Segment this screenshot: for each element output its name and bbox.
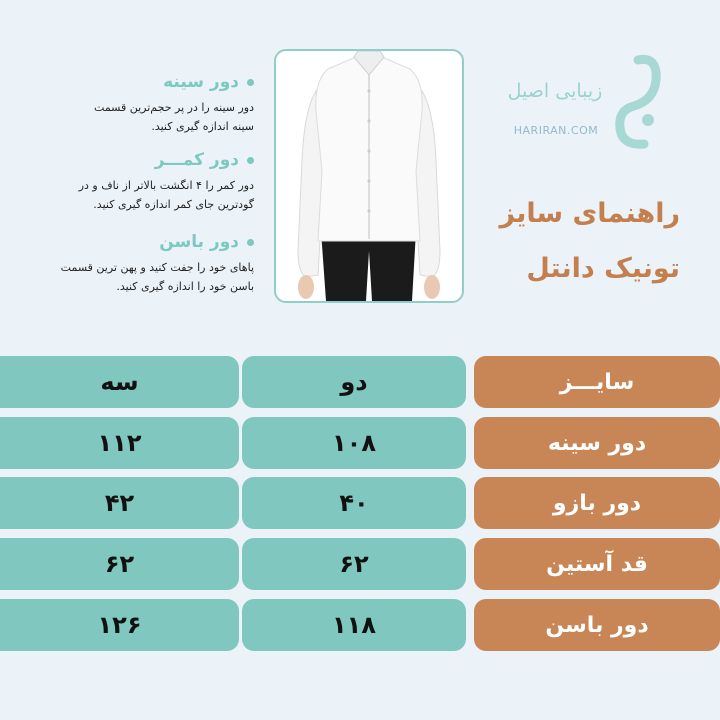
guide-text: دور سینه را در پر حجم‌ترین قسمت سینه اندازه گیری کنید.	[94, 101, 254, 133]
bullet-icon	[247, 157, 254, 164]
size-table	[0, 356, 720, 656]
table-cell: ۶۲	[0, 538, 239, 590]
page-subtitle: تونیک دانتل	[526, 253, 680, 284]
row-label-arm: دور بازو	[474, 477, 720, 529]
guide-title: دور کمـــر	[154, 150, 239, 170]
size-header-label: سایـــز	[474, 356, 720, 408]
brand-logo-text: زیبایی اصیل	[507, 80, 603, 102]
guide-chest	[14, 72, 254, 136]
brand-logo-icon	[598, 50, 678, 160]
table-cell: ۴۲	[0, 477, 239, 529]
row-label-chest: دور سینه	[474, 417, 720, 469]
table-cell: ۱۲۶	[0, 599, 239, 651]
table-cell: ۶۲	[242, 538, 466, 590]
size-header-two: دو	[242, 356, 466, 408]
brand-url: HARIRAN.COM	[513, 124, 599, 137]
table-cell: ۱۱۸	[242, 599, 466, 651]
guide-title: دور سینه	[163, 72, 239, 92]
page-title: راهنمای سایز	[499, 198, 680, 229]
table-cell: ۴۰	[242, 477, 466, 529]
table-cell: ۱۱۲	[0, 417, 239, 469]
size-header-three: سه	[0, 356, 239, 408]
row-label-sleeve: قد آستین	[474, 538, 720, 590]
shirt-illustration	[276, 51, 462, 301]
product-photo	[274, 49, 464, 303]
guide-text: پاهای خود را جفت کنید و پهن ترین قسمت باسن خود را اندازه گیری کنید.	[60, 261, 254, 293]
guide-title: دور باسن	[159, 232, 239, 252]
guide-text: دور کمر را ۴ انگشت بالاتر از ناف و در گودترین جای کمر اندازه گیری کنید.	[78, 179, 254, 211]
bullet-icon	[247, 239, 254, 246]
guide-waist	[14, 150, 254, 214]
guide-hip	[14, 232, 254, 296]
row-label-hip: دور باسن	[474, 599, 720, 651]
bullet-icon	[247, 79, 254, 86]
table-cell: ۱۰۸	[242, 417, 466, 469]
